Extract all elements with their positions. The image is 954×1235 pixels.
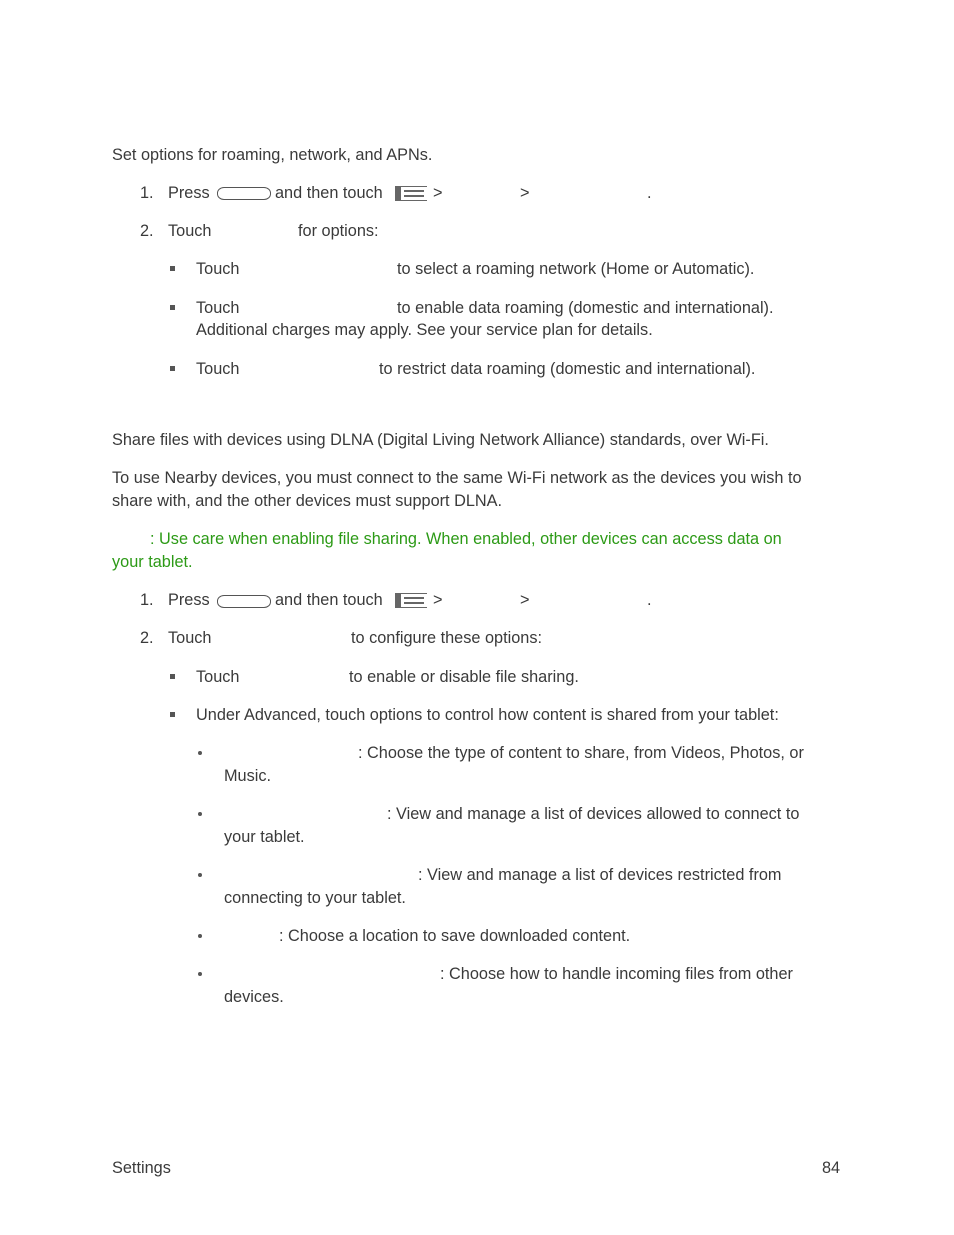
arrow-separator: > [520,591,530,609]
option-text: to enable or disable file sharing. [349,668,579,686]
dot-bullet-icon [198,873,202,877]
then-touch-text: and then touch [275,591,383,609]
arrow-separator: > [433,184,443,202]
option-text: Under Advanced, touch options to control how content is shared from your tablet: [196,706,779,724]
bullet-icon [170,674,175,679]
menu-icon [395,593,427,608]
menu-icon [395,186,427,201]
press-text: Press [168,591,210,609]
advanced-option-text: : Choose the type of content to share, from Videos, Photos, or [358,744,804,762]
option-text: to select a roaming network (Home or Automatic). [397,260,755,278]
arrow-separator: > [433,591,443,609]
bullet-icon [170,712,175,717]
warning-text: : Use care when enabling file sharing. When enabled, other devices can access data on [150,530,782,548]
option-text: to restrict data roaming (domestic and international). [379,360,756,378]
home-button-icon [217,187,271,200]
step-number: 2. [140,222,154,240]
footer-section: Settings [112,1159,171,1177]
touch-text: Touch [196,260,240,278]
touch-text: Touch [196,668,240,686]
roaming-intro: Set options for roaming, network, and APNs. [112,146,433,164]
arrow-separator: > [520,184,530,202]
step-number: 1. [140,184,154,202]
dot-bullet-icon [198,934,202,938]
nearby-paragraph: To use Nearby devices, you must connect to the same Wi-Fi network as the devices you wish to [112,469,802,487]
advanced-option-text: your tablet. [224,828,305,846]
step-number: 1. [140,591,154,609]
then-touch-text: and then touch [275,184,383,202]
dot-bullet-icon [198,751,202,755]
advanced-option-text: : View and manage a list of devices restricted from [418,866,782,884]
advanced-option-text: : Choose how to handle incoming files from other [440,965,793,983]
page-number: 84 [822,1159,841,1177]
option-text: to enable data roaming (domestic and international). [397,299,774,317]
advanced-option-text: : View and manage a list of devices allowed to connect to [387,805,800,823]
option-text: Additional charges may apply. See your service plan for details. [196,321,653,339]
bullet-icon [170,305,175,310]
dot-bullet-icon [198,812,202,816]
bullet-icon [170,266,175,271]
advanced-option-text: Music. [224,767,272,785]
touch-text: Touch [196,299,240,317]
period: . [647,591,652,609]
dot-bullet-icon [198,972,202,976]
advanced-option-text: connecting to your tablet. [224,889,406,907]
advanced-option-text: devices. [224,988,284,1006]
step-text: to configure these options: [351,629,542,647]
bullet-icon [170,366,175,371]
nearby-intro: Share files with devices using DLNA (Digital Living Network Alliance) standards, over Wi-Fi. [112,431,769,449]
press-text: Press [168,184,210,202]
step-text: for options: [298,222,379,240]
touch-text: Touch [168,222,212,240]
advanced-option-text: : Choose a location to save downloaded content. [279,927,631,945]
nearby-paragraph: share with, and the other devices must support DLNA. [112,492,503,510]
touch-text: Touch [168,629,212,647]
home-button-icon [217,595,271,608]
warning-text: your tablet. [112,553,193,571]
step-number: 2. [140,629,154,647]
period: . [647,184,652,202]
touch-text: Touch [196,360,240,378]
